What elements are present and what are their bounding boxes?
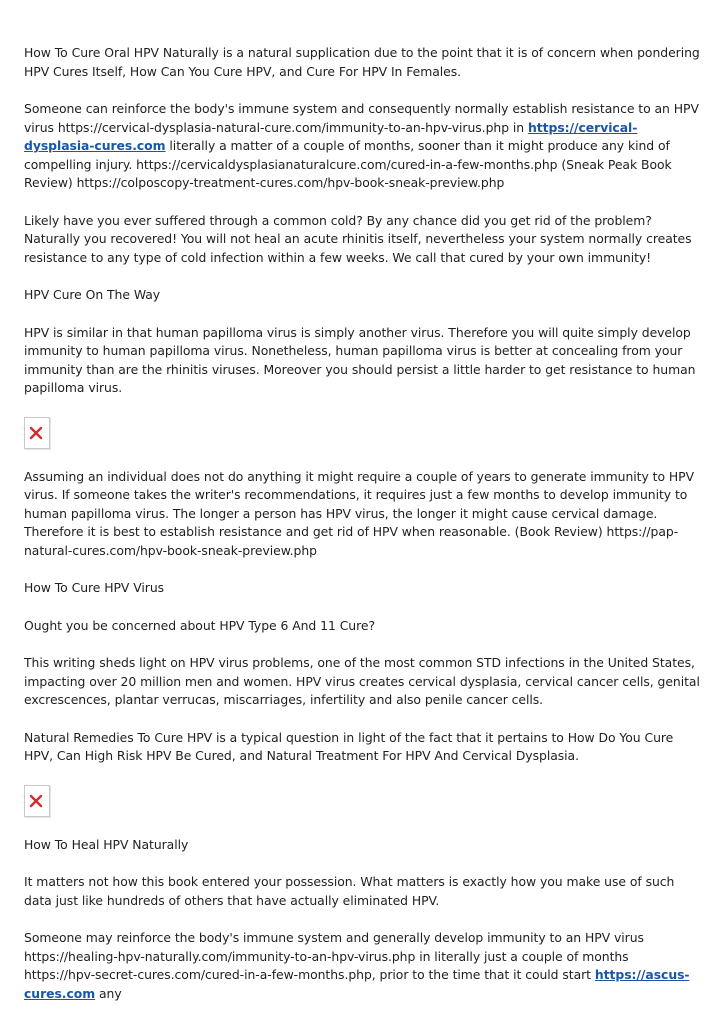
paragraph-text: any [95,985,122,1001]
paragraph-text: Someone may reinforce the body's immune system and generally develop immunity to an HPV virus https://healing-hpv-naturally.com/immunity-to-an-hpv-virus.php in literally just a couple of months https://hpv-secret-cures.com/cured-in-a-few-months.php, prior to the time that it could start [24,930,644,982]
section-heading: How To Heal HPV Naturally [24,836,189,852]
close-icon [29,426,43,440]
cervical-dysplasia-cures-link[interactable]: https://cervical-dysplasia-cures.com [24,119,638,153]
paragraph: How To Cure Oral HPV Naturally is a natural supplication due to the point that it is of concern when pondering HPV Cures Itself, How Can You Cure HPV, and Cure For HPV In Females. [24,45,700,79]
paragraph: It matters not how this book entered your possession. What matters is exactly how you make use of such data just like hundreds of others that have actually eliminated HPV. [24,874,675,908]
close-icon [29,794,43,808]
section-heading: HPV Cure On The Way [24,287,161,302]
paragraph-text: Someone can reinforce the body's immune system and consequently normally establish resistance to an HPV virus https://cervical-dysplasia-natural-cure.com/immunity-to-an-hpv-virus.php in [24,101,699,135]
paragraph-text: literally a matter of a couple of months, sooner than it might produce any kind of compelling injury. https://cervicaldysplasianaturalcure.com/cured-in-a-few-months.php (Sneak Peak Book Review) https://colposcopy-treatment-cures.com/hpv-book-sneak-preview.php [24,138,672,190]
section-heading: How To Cure HPV Virus [24,580,165,595]
broken-image-icon [24,417,50,449]
document-body [24,44,700,1022]
paragraph: Natural Remedies To Cure HPV is a typical question in light of the fact that it pertains to How Do You Cure HPV, Can High Risk HPV Be Cured, and Natural Treatment For HPV And Cervical Dysplasia. [24,729,674,763]
paragraph: HPV is similar in that human papilloma virus is simply another virus. Therefore you will quite simply develop immunity to human papilloma virus. Nonetheless, human papilloma virus is better at concealing from your immunity than are the rhinitis viruses. Moreover you should persist a little harder to get resistance to human papilloma virus. [24,324,696,395]
paragraph: Ought you be concerned about HPV Type 6 And 11 Cure? [24,617,375,633]
paragraph: Assuming an individual does not do anything it might require a couple of years to generate immunity to HPV virus. If someone takes the writer's recommendations, it requires just a few months to develop immunity to human papilloma virus. The longer a person has HPV virus, the longer it might cause cervical damage. Therefore it is best to establish resistance and get rid of HPV when reasonable. (Book Review) https://pap-natural-cures.com/hpv-book-sneak-preview.php [24,468,695,558]
paragraph [24,929,700,1003]
paragraph [24,100,700,193]
paragraph: This writing sheds light on HPV virus problems, one of the most common STD infections in the United States, impacting over 20 million men and women. HPV virus creates cervical dysplasia, cervical cancer cells, genital excrescences, plantar verrucas, miscarriages, infertility and also penile cancer cells. [24,655,700,707]
broken-image-icon [24,785,50,817]
ascus-cures-link[interactable]: https://ascus-cures.com [24,967,690,1001]
paragraph: Likely have you ever suffered through a common cold? By any chance did you get rid of the problem? Naturally you recovered! You will not heal an acute rhinitis itself, nevertheless your system normally creates resistance to any type of cold infection within a few weeks. We call that cured by your own immunity! [24,212,692,265]
